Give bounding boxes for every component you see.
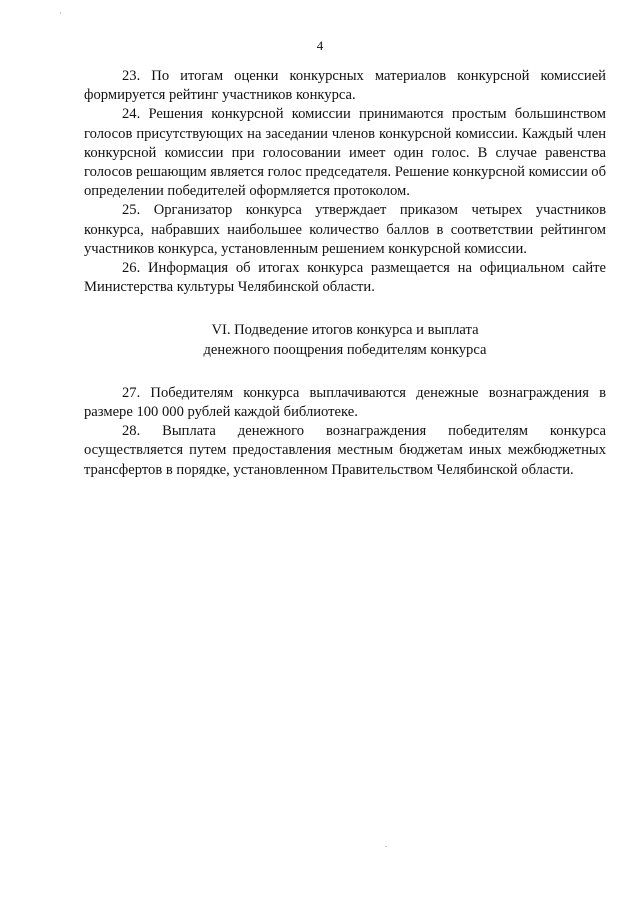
- scan-artifact: [60, 12, 61, 14]
- section-heading-line-2: денежного поощрения победителям конкурса: [203, 341, 487, 358]
- paragraph-23: 23. По итогам оценки конкурсных материалов конкурсной комиссией формируется рейтинг участников конкурса.: [84, 68, 606, 104]
- section-heading-line-1: VI. Подведение итогов конкурса и выплата: [211, 322, 479, 339]
- scan-artifact: [385, 846, 387, 847]
- paragraph-26: 26. Информация об итогах конкурса размещается на официальном сайте Министерства культуры Челябинской области.: [84, 260, 606, 296]
- document-body: [84, 67, 606, 480]
- paragraph-27: 27. Победителям конкурса выплачиваются денежные вознаграждения в размере 100 000 рублей каждой библиотеке.: [84, 384, 606, 421]
- page-number: 4: [316, 38, 324, 53]
- paragraph-25: 25. Организатор конкурса утверждает приказом четырех участников конкурса, набравших наибольшее количество баллов в соответствии рейтингом участников конкурса, установленным решением конкурсной комиссии.: [84, 202, 606, 257]
- paragraph-24: 24. Решения конкурсной комиссии принимаются простым большинством голосов присутствующих на заседании членов конкурсной комиссии. Каждый член конкурсной комиссии при голосовании имеет один голос. В случае равенства голосов решающим является голос председателя. Решение конкурсной комиссии об определении победителей оформляется протоколом.: [84, 106, 607, 200]
- section-heading: [84, 321, 606, 359]
- paragraph-28: 28. Выплата денежного вознаграждения победителям конкурса осуществляется путем предоставления местным бюджетам иных межбюджетных трансфертов в порядке, установленном Правительством Челябинской области.: [84, 423, 606, 478]
